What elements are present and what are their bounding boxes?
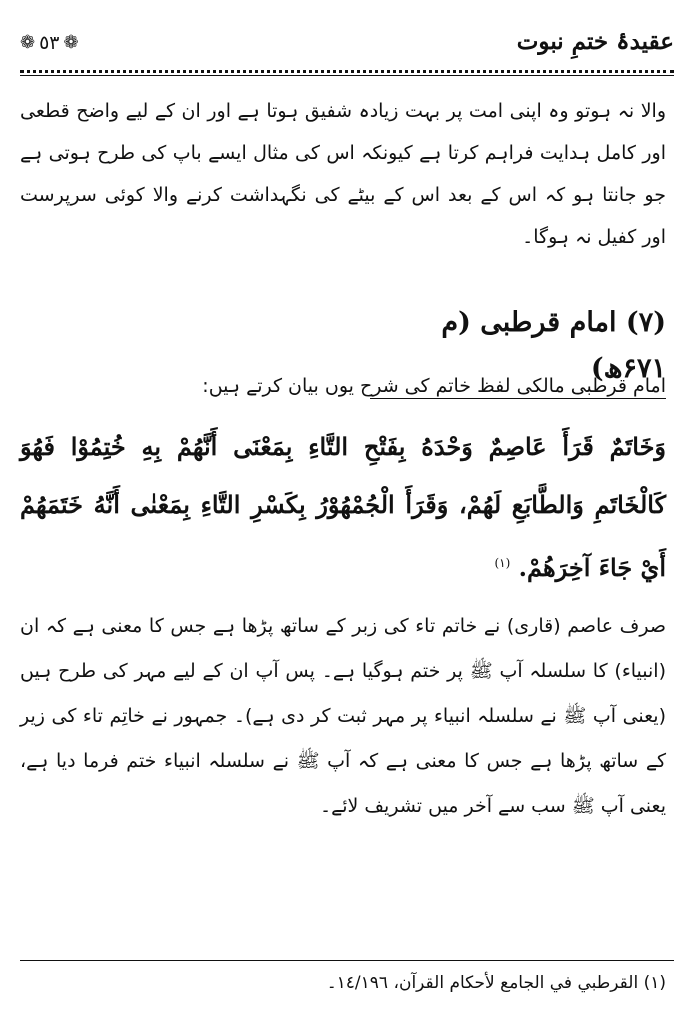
page-number-box [20, 28, 79, 58]
intro-line: امام قرطبی مالکی لفظ خاتم کی شرح یوں بیان کرتے ہیں: [202, 375, 666, 397]
section-heading: (۷) امام قرطبی (م ۶۷۱ھ) [370, 300, 666, 399]
arabic-quote-text: وَخَاتَمٌ قَرَأَ عَاصِمٌ وَحْدَهُ بِفَتْحِ التَّاءِ بِمَعْنَى أَنَّهُمْ بِهِ خُتِمُوْا فَهُوَ كَالْخَاتَمِ وَالطَّابَعِ لَهُمْ، وَقَرَأَ الْجُمْهُوْرُ بِكَسْرِ التَّاءِ بِمَعْنٰى أَنَّهُ خَتَمَهُمْ أَيْ جَاءَ آخِرَهُمْ. [20, 432, 666, 582]
header-dotted-rule [20, 70, 674, 73]
body-paragraph: والا نہ ہوتو وہ اپنی امت پر بہت زیادہ شفیق ہوتا ہے اور ان کے لیے واضح قطعی اور کامل ہدایت فراہم کرتا ہے کیونکہ اس کی مثال ایسے باپ کی طرح ہوتی ہے جو جانتا ہو کہ اس کے بعد اس کے بیٹے کی نگہداشت کرنے والا کوئی سرپرست اور کفیل نہ ہوگا۔ [20, 100, 666, 248]
flower-ornament-icon: ❁ [20, 32, 36, 53]
arabic-quotation [20, 418, 666, 597]
header-rule [20, 75, 674, 76]
running-title: عقیدۂ ختمِ نبوت [516, 28, 674, 55]
footnote-rule [20, 960, 674, 961]
footnote: (١) القرطبي في الجامع لأحكام القرآن، ١٤/١٩٦۔ [326, 973, 666, 993]
flower-ornament-icon: ❁ [63, 32, 79, 53]
page-header [20, 22, 674, 66]
footnote-reference[interactable]: (١) [494, 556, 511, 570]
page-number: ٥٣ [39, 32, 60, 54]
body-paragraph: صرف عاصم (قاری) نے خاتم تاء کی زبر کے ساتھ پڑھا ہے جس کا معنی ہے کہ ان (انبیاء) کا سلسلہ آپ ﷺ پر ختم ہوگیا ہے۔ پس آپ ان کے لیے مہر کی طرح ہیں (یعنی آپ ﷺ نے سلسلہ انبیاء پر مہر ثبت کر دی ہے)۔ جمہور نے خاتِم تاء کی زیر کے ساتھ پڑھا ہے جس کا معنی ہے کہ آپ ﷺ نے سلسلہ انبیاء ختم فرما دیا ہے، یعنی آپ ﷺ سب سے آخر میں تشریف لائے۔ [20, 615, 666, 817]
